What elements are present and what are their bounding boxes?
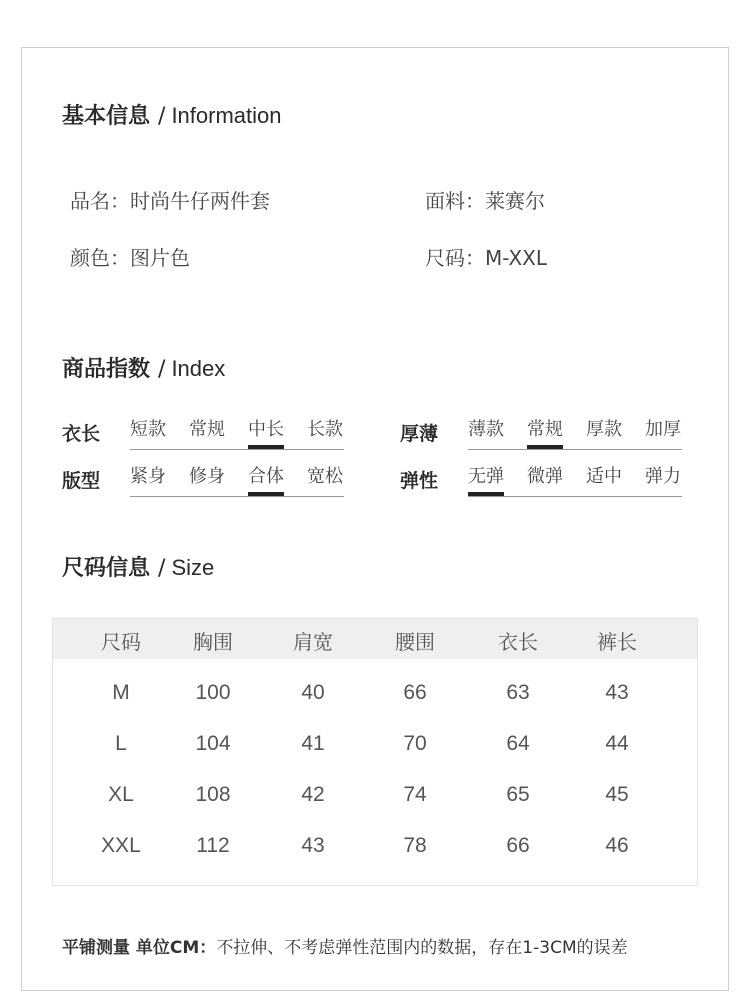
section-title-information — [62, 99, 282, 130]
table-cell: 42 — [301, 783, 325, 806]
measurement-note-text: 不拉伸、不考虑弹性范围内的数据，存在1-3CM的误差 — [216, 938, 628, 958]
table-cell: 104 — [195, 732, 231, 755]
table-cell: 44 — [605, 732, 629, 755]
header-cell: 裤长 — [597, 630, 637, 654]
index-option: 适中 — [586, 466, 622, 487]
section-title-separator: / — [158, 556, 166, 581]
section-title-en: Size — [171, 555, 215, 580]
table-cell: 45 — [605, 783, 629, 806]
index-option: 微弹 — [527, 466, 563, 487]
header-cell: 衣长 — [498, 630, 538, 654]
index-option: 紧身 — [130, 466, 166, 487]
info-item-size — [425, 242, 547, 271]
measurement-note — [62, 933, 628, 958]
section-title-size — [62, 551, 214, 582]
table-cell: 65 — [506, 783, 530, 806]
index-option: 宽松 — [307, 466, 343, 487]
info-label: 尺码： — [425, 246, 485, 270]
info-item-color — [70, 242, 190, 271]
table-cell: 41 — [301, 732, 325, 755]
table-cell: M — [112, 681, 130, 704]
table-cell: 63 — [506, 681, 530, 704]
size-table-header — [53, 619, 697, 659]
measurement-note-label: 平铺测量 单位CM： — [62, 938, 217, 958]
table-cell: 74 — [403, 783, 427, 806]
index-scale — [468, 419, 682, 450]
table-cell: 112 — [196, 834, 230, 857]
table-cell: L — [115, 732, 127, 755]
section-title-zh: 尺码信息 — [62, 556, 151, 581]
size-table — [52, 618, 698, 886]
index-scale — [130, 419, 344, 450]
index-option-selected: 常规 — [527, 419, 563, 447]
table-cell: XL — [108, 783, 134, 806]
info-label: 面料： — [425, 189, 485, 213]
table-cell: 46 — [605, 834, 629, 857]
table-cell: 100 — [195, 681, 231, 704]
table-cell: 78 — [403, 834, 427, 857]
table-cell: 66 — [506, 834, 530, 857]
index-label: 弹性 — [400, 470, 439, 492]
section-title-en: Index — [171, 356, 226, 381]
table-cell: 43 — [605, 681, 629, 704]
info-item-fabric — [425, 185, 545, 214]
index-option: 薄款 — [468, 419, 504, 440]
index-option: 长款 — [307, 419, 343, 440]
index-label: 厚薄 — [400, 423, 439, 445]
info-value: 图片色 — [130, 246, 190, 270]
table-cell: XXL — [101, 834, 141, 857]
section-title-separator: / — [158, 357, 166, 382]
index-option-selected: 合体 — [248, 466, 284, 494]
index-option: 弹力 — [645, 466, 681, 487]
header-cell: 尺码 — [101, 630, 141, 654]
index-scale — [468, 466, 682, 497]
index-option: 加厚 — [645, 419, 681, 440]
index-label: 版型 — [62, 470, 101, 492]
table-cell: 70 — [403, 732, 427, 755]
index-option: 常规 — [189, 419, 225, 440]
header-cell: 肩宽 — [293, 630, 333, 654]
header-cell: 胸围 — [193, 630, 233, 654]
section-title-index — [62, 352, 225, 383]
index-option-selected: 无弹 — [468, 466, 504, 494]
table-cell: 43 — [301, 834, 325, 857]
info-label: 品名： — [70, 189, 130, 213]
section-title-zh: 商品指数 — [62, 357, 151, 382]
index-option: 修身 — [189, 466, 225, 487]
index-scale — [130, 466, 344, 497]
table-cell: 40 — [301, 681, 325, 704]
table-cell: 108 — [195, 783, 231, 806]
info-item-name — [70, 185, 270, 214]
index-option: 短款 — [130, 419, 166, 440]
section-title-separator: / — [158, 104, 166, 129]
info-label: 颜色： — [70, 246, 130, 270]
index-option-selected: 中长 — [248, 419, 284, 447]
info-value: 时尚牛仔两件套 — [130, 189, 270, 213]
index-option: 厚款 — [586, 419, 622, 440]
table-cell: 66 — [403, 681, 427, 704]
section-title-zh: 基本信息 — [62, 104, 151, 129]
info-value: 莱赛尔 — [485, 189, 545, 213]
section-title-en: Information — [171, 103, 282, 128]
info-value: M-XXL — [485, 246, 548, 270]
table-cell: 64 — [506, 732, 530, 755]
header-cell: 腰围 — [395, 630, 435, 654]
index-label: 衣长 — [62, 423, 101, 445]
